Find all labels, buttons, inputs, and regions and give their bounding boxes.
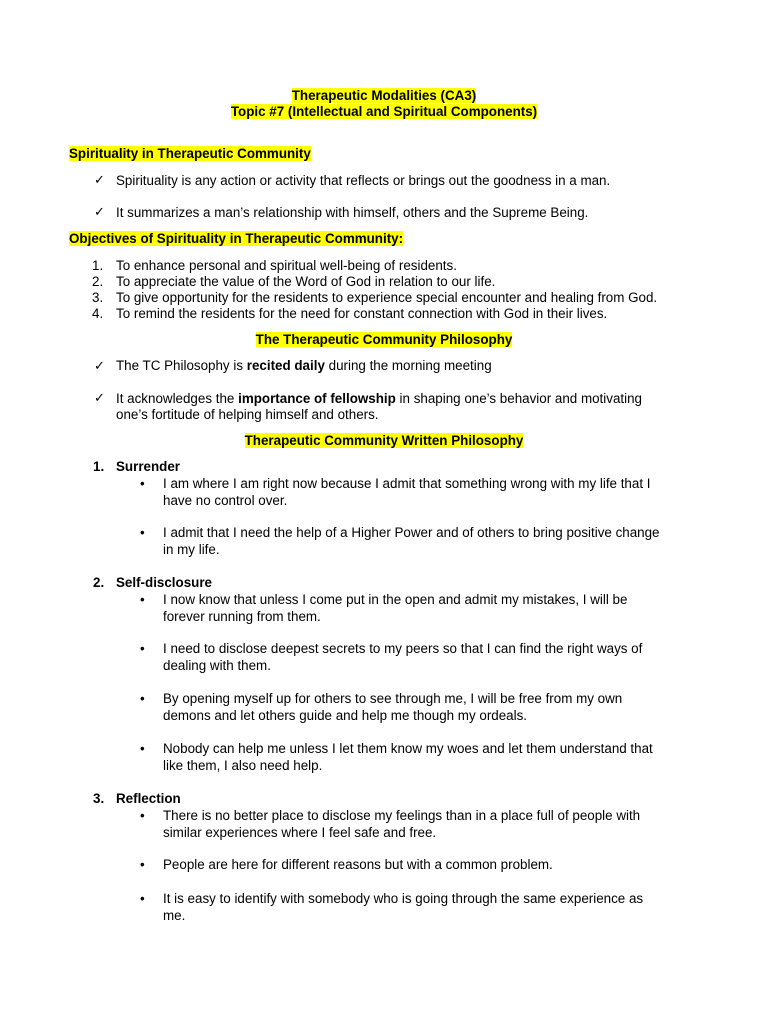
bullet-icon: • xyxy=(140,525,145,540)
group-number: 3. xyxy=(93,791,105,806)
list-item: There is no better place to disclose my feelings than in a place full of people with similar experiences where I feel safe and free. xyxy=(163,808,641,840)
list-item: To remind the residents for the need for constant connection with God in their lives. xyxy=(116,306,608,321)
bullet-icon: • xyxy=(140,641,145,656)
bullet-icon: • xyxy=(140,857,145,872)
list-item: It is easy to identify with somebody who is going through the same experience as me. xyxy=(163,891,644,923)
list-item: To give opportunity for the residents to experience special encounter and healing from God. xyxy=(116,290,658,305)
bullet-icon: • xyxy=(140,592,145,607)
list-item: I admit that I need the help of a Higher Power and of others to bring positive change in my life. xyxy=(163,525,660,557)
section-heading-written-philosophy: Therapeutic Community Written Philosophy xyxy=(244,433,524,448)
list-item-continuation: one’s fortitude of helping himself and others. xyxy=(116,407,379,422)
list-number: 4. xyxy=(92,306,104,321)
document-title: Therapeutic Modalities (CA3) xyxy=(291,88,477,103)
section-heading-spirituality: Spirituality in Therapeutic Community xyxy=(69,146,311,161)
group-title-reflection: Reflection xyxy=(116,791,181,806)
section-heading-philosophy: The Therapeutic Community Philosophy xyxy=(255,332,513,347)
bullet-icon: • xyxy=(140,741,145,756)
group-number: 2. xyxy=(93,575,105,590)
list-item: I now know that unless I come put in the open and admit my mistakes, I will be forever running from them. xyxy=(163,592,628,624)
group-number: 1. xyxy=(93,459,105,474)
bullet-icon: • xyxy=(140,691,145,706)
list-item: It summarizes a man’s relationship with himself, others and the Supreme Being. xyxy=(116,205,589,220)
list-item: The TC Philosophy is recited daily during the morning meeting xyxy=(116,358,492,373)
list-item: Nobody can help me unless I let them know my woes and let them understand that like them, I also need help. xyxy=(163,741,653,773)
bullet-icon: • xyxy=(140,476,145,491)
group-title-surrender: Surrender xyxy=(116,459,180,474)
checkmark-icon: ✓ xyxy=(94,204,105,219)
list-item: By opening myself up for others to see through me, I will be free from my own demons and let others guide and help me though my ordeals. xyxy=(163,691,623,723)
checkmark-icon: ✓ xyxy=(94,390,105,405)
list-item: To enhance personal and spiritual well-being of residents. xyxy=(116,258,457,273)
list-item: Spirituality is any action or activity that reflects or brings out the goodness in a man. xyxy=(116,173,611,188)
bullet-icon: • xyxy=(140,808,145,823)
list-item: People are here for different reasons but with a common problem. xyxy=(163,857,553,872)
section-heading-objectives: Objectives of Spirituality in Therapeutic Community: xyxy=(69,231,404,246)
list-item: To appreciate the value of the Word of God in relation to our life. xyxy=(116,274,496,289)
group-title-self-disclosure: Self-disclosure xyxy=(116,575,212,590)
list-number: 3. xyxy=(92,290,104,305)
checkmark-icon: ✓ xyxy=(94,358,105,373)
list-number: 1. xyxy=(92,258,104,273)
bullet-icon: • xyxy=(140,891,145,906)
document-subtitle: Topic #7 (Intellectual and Spiritual Components) xyxy=(230,104,538,119)
list-item: I need to disclose deepest secrets to my peers so that I can find the right ways of dealing with them. xyxy=(163,641,643,673)
checkmark-icon: ✓ xyxy=(94,172,105,187)
list-item: I am where I am right now because I admit that something wrong with my life that I have no control over. xyxy=(163,476,651,508)
list-item: It acknowledges the importance of fellowship in shaping one’s behavior and motivating xyxy=(116,391,642,406)
list-number: 2. xyxy=(92,274,104,289)
